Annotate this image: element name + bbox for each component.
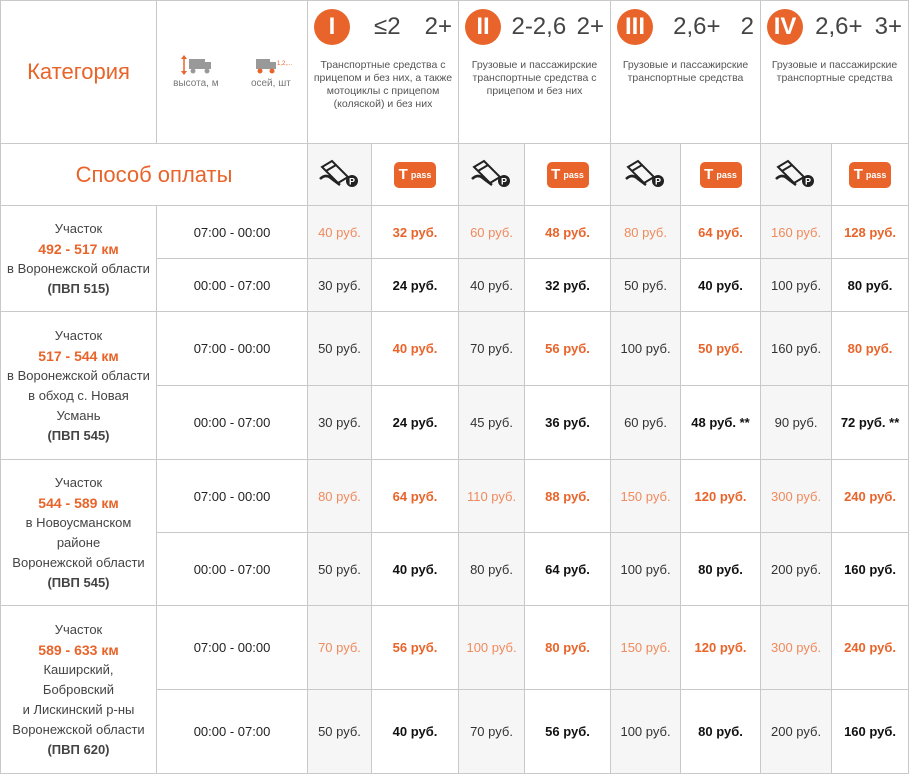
cash-payment-icon [761, 144, 832, 206]
category-3-height: 2,6+ [673, 13, 721, 40]
t-pass-icon: T pass [681, 144, 761, 206]
price-transponder: 24 руб. [372, 259, 459, 312]
time-interval: 00:00 - 07:00 [157, 690, 308, 774]
height-label: высота, м [173, 78, 219, 89]
t-pass-icon: T pass [832, 144, 909, 206]
price-transponder: 120 руб. [681, 606, 761, 690]
price-transponder: 56 руб. [372, 606, 459, 690]
price-cash: 40 руб. [459, 259, 525, 312]
segment-km: 589 - 633 км [38, 641, 119, 658]
price-cash: 30 руб. [308, 259, 372, 312]
axles-icon-text: 1,2,... [276, 61, 292, 67]
price-transponder: 240 руб. [832, 606, 909, 690]
time-interval: 07:00 - 00:00 [157, 460, 308, 533]
time-interval: 00:00 - 07:00 [157, 533, 308, 606]
time-interval: 07:00 - 00:00 [157, 312, 308, 386]
category-2-header [459, 1, 611, 144]
price-cash: 45 руб. [459, 386, 525, 460]
segment-2-cell: Участок 517 - 544 км в Воронежской области в обход с. Новая Усмань (ПВП 545) [1, 312, 157, 460]
price-cash: 70 руб. [308, 606, 372, 690]
price-cash: 50 руб. [611, 259, 681, 312]
price-transponder: 72 руб. ** [832, 386, 909, 460]
segment-km: 544 - 589 км [38, 494, 119, 511]
table-row [1, 206, 909, 259]
category-1-height: ≤2 [374, 13, 401, 40]
price-cash: 100 руб. [611, 533, 681, 606]
category-3-axles: 2 [740, 13, 755, 40]
segment-3-cell: Участок 544 - 589 км в Новоусманском районе Воронежской области (ПВП 545) [1, 460, 157, 606]
price-transponder: 80 руб. [832, 259, 909, 312]
segment-pvp: (ПВП 620) [47, 741, 110, 757]
price-cash: 160 руб. [761, 206, 832, 259]
price-transponder: 88 руб. [525, 460, 611, 533]
axles-legend [251, 55, 291, 89]
price-transponder: 40 руб. [681, 259, 761, 312]
time-interval: 07:00 - 00:00 [157, 206, 308, 259]
category-1-badge: I [314, 9, 350, 45]
price-cash: 300 руб. [761, 460, 832, 533]
price-cash: 300 руб. [761, 606, 832, 690]
price-transponder: 80 руб. [832, 312, 909, 386]
cash-payment-icon [459, 144, 525, 206]
price-transponder: 64 руб. [525, 533, 611, 606]
price-cash: 80 руб. [611, 206, 681, 259]
price-cash: 200 руб. [761, 533, 832, 606]
price-cash: 150 руб. [611, 606, 681, 690]
time-interval: 00:00 - 07:00 [157, 259, 308, 312]
time-interval: 00:00 - 07:00 [157, 386, 308, 460]
price-cash: 70 руб. [459, 312, 525, 386]
category-4-header [761, 1, 909, 144]
price-transponder: 56 руб. [525, 690, 611, 774]
category-1-header [308, 1, 459, 144]
segment-km: 517 - 544 км [38, 347, 119, 364]
segment-pvp: (ПВП 545) [47, 427, 110, 443]
price-cash: 160 руб. [761, 312, 832, 386]
price-transponder: 50 руб. [681, 312, 761, 386]
category-4-height: 2,6+ [815, 13, 863, 40]
price-transponder: 40 руб. [372, 533, 459, 606]
height-legend [173, 55, 218, 89]
price-transponder: 56 руб. [525, 312, 611, 386]
table-row [1, 460, 909, 533]
t-pass-icon: T pass [525, 144, 611, 206]
price-cash: 80 руб. [459, 533, 525, 606]
time-interval: 07:00 - 00:00 [157, 606, 308, 690]
price-cash: 90 руб. [761, 386, 832, 460]
category-4-axles: 3+ [874, 13, 903, 40]
svg-text:P: P [805, 176, 812, 187]
truck-axles-icon [254, 55, 292, 75]
price-transponder: 64 руб. [372, 460, 459, 533]
price-cash: 150 руб. [611, 460, 681, 533]
price-cash: 100 руб. [611, 312, 681, 386]
price-cash: 110 руб. [459, 460, 525, 533]
price-transponder: 80 руб. [681, 690, 761, 774]
price-cash: 100 руб. [761, 259, 832, 312]
segment-km: 492 - 517 км [38, 240, 119, 257]
category-4-badge: IV [767, 9, 803, 45]
price-transponder: 48 руб. [525, 206, 611, 259]
price-transponder: 64 руб. [681, 206, 761, 259]
segment-1-cell: Участок 492 - 517 км в Воронежской области (ПВП 515) [1, 206, 157, 312]
category-3-description: Грузовые и пассажирские транспортные средства [622, 59, 749, 85]
segment-4-cell: Участок 589 - 633 км Каширский, Бобровский и Лискинский р-ны Воронежской области (ПВП 620) [1, 606, 157, 774]
price-cash: 40 руб. [308, 206, 372, 259]
price-cash: 200 руб. [761, 690, 832, 774]
price-transponder: 128 руб. [832, 206, 909, 259]
category-2-height: 2-2,6 [511, 13, 567, 40]
category-label: Категория [1, 1, 157, 144]
payment-label: Способ оплаты [1, 144, 308, 206]
segment-pvp: (ПВП 515) [47, 280, 110, 296]
category-1-description: Транспортные средства с прицепом и без них, а также мотоциклы с прицепом (коляской) и без них [313, 59, 453, 111]
svg-text:P: P [654, 176, 661, 187]
category-3-header [611, 1, 761, 144]
cash-payment-icon [611, 144, 681, 206]
price-transponder: 48 руб. ** [681, 386, 761, 460]
category-2-description: Грузовые и пассажирские транспортные средства с прицепом и без них [471, 59, 598, 98]
price-cash: 50 руб. [308, 533, 372, 606]
price-transponder: 160 руб. [832, 533, 909, 606]
table-row [1, 606, 909, 690]
category-4-description: Грузовые и пассажирские транспортные средства [771, 59, 898, 85]
price-cash: 60 руб. [611, 386, 681, 460]
dimension-legend [157, 1, 308, 144]
segment-pvp: (ПВП 545) [47, 574, 110, 590]
price-cash: 50 руб. [308, 312, 372, 386]
price-transponder: 36 руб. [525, 386, 611, 460]
axles-label: осей, шт [250, 78, 291, 89]
price-transponder: 24 руб. [372, 386, 459, 460]
price-transponder: 240 руб. [832, 460, 909, 533]
payment-row [1, 144, 909, 206]
price-transponder: 40 руб. [372, 312, 459, 386]
price-cash: 100 руб. [611, 690, 681, 774]
table-row [1, 312, 909, 386]
category-2-axles: 2+ [576, 13, 604, 40]
cash-payment-icon [308, 144, 372, 206]
price-cash: 50 руб. [308, 690, 372, 774]
price-transponder: 80 руб. [525, 606, 611, 690]
t-pass-icon: T pass [372, 144, 459, 206]
price-transponder: 80 руб. [681, 533, 761, 606]
svg-text:P: P [348, 176, 355, 187]
price-transponder: 120 руб. [681, 460, 761, 533]
truck-height-icon [179, 55, 213, 75]
price-cash: 30 руб. [308, 386, 372, 460]
category-2-badge: II [465, 9, 501, 45]
price-transponder: 32 руб. [372, 206, 459, 259]
category-1-axles: 2+ [424, 13, 452, 40]
price-cash: 60 руб. [459, 206, 525, 259]
price-cash: 80 руб. [308, 460, 372, 533]
price-transponder: 40 руб. [372, 690, 459, 774]
price-cash: 70 руб. [459, 690, 525, 774]
price-cash: 100 руб. [459, 606, 525, 690]
category-3-badge: III [617, 9, 653, 45]
svg-text:P: P [500, 176, 507, 187]
price-transponder: 32 руб. [525, 259, 611, 312]
price-transponder: 160 руб. [832, 690, 909, 774]
